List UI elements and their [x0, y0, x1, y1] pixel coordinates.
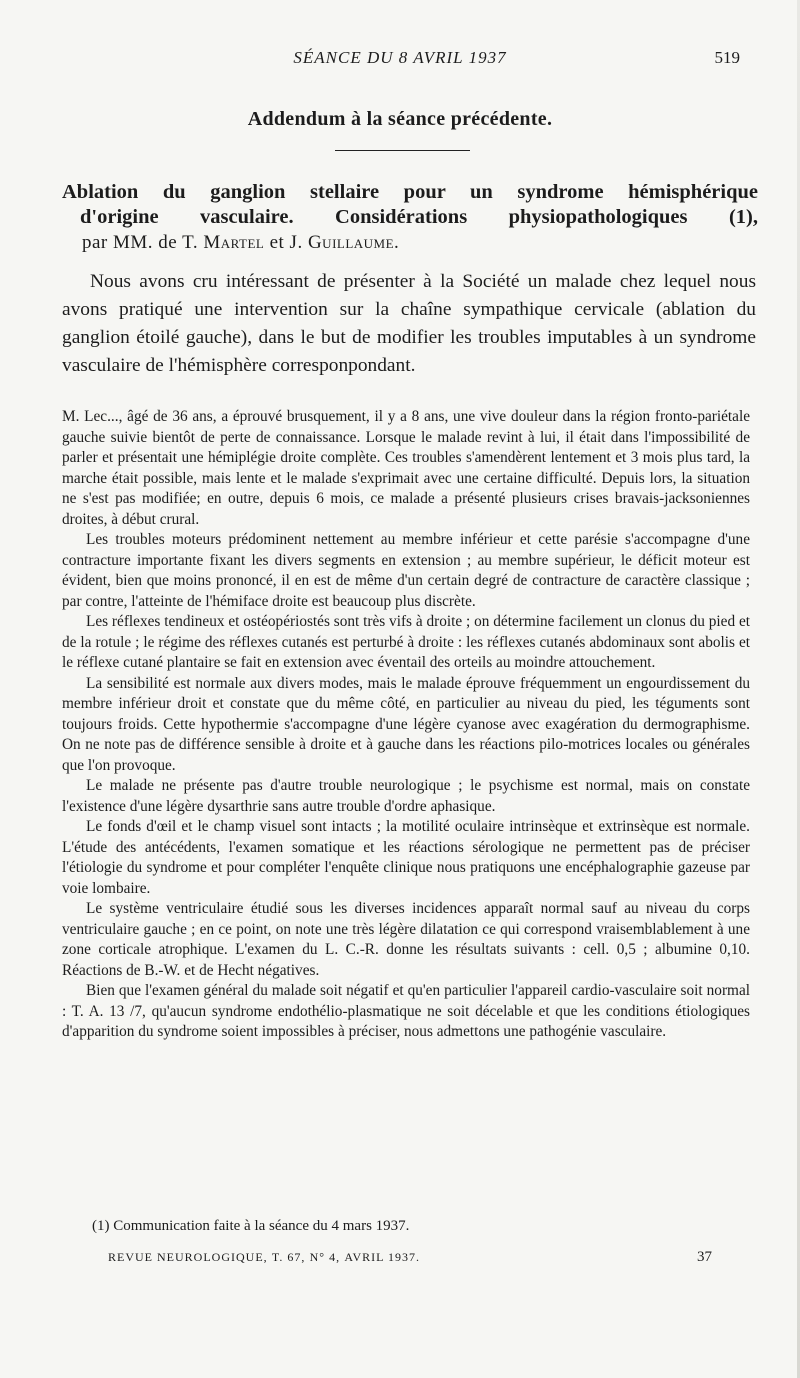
case-paragraph: M. Lec..., âgé de 36 ans, a éprouvé brusquement, il y a 8 ans, une vive douleur dans la région fronto-pariétale gauche suivie bientôt de perte de connaissance. Lorsque le malade revint à lui, il était dans l'impossibilité de parler et présentait une hémiplégie droite complète. Ces troubles s'amendèrent lentement et 3 mois plus tard, la marche était possible, mais lente et le malade s'exprimait avec une certaine difficulté. Depuis lors, la situation ne s'est pas modifiée; en outre, depuis 6 mois, ce malade a présenté plusieurs crises bravais-jacksoniennes droites, à début crural. [62, 408, 750, 528]
case-paragraph: Les réflexes tendineux et ostéopériostés sont très vifs à droite ; on détermine facilement un clonus du pied et de la rotule ; le régime des réflexes cutanés est perturbé à droite : les réflexes cutanés abdominaux sont abolis et le réflexe cutané plantaire se fait en extension avec éventail des orteils au moindre attouchement. [62, 613, 750, 671]
footnote: (1) Communication faite à la séance du 4 mars 1937. [92, 1218, 410, 1234]
author-guillaume: Guillaume. [307, 232, 400, 253]
intro-paragraph: Nous avons cru intéressant de présenter à la Société un malade chez lequel nous avons pratiqué une intervention sur la chaîne sympathique cervicale (ablation du ganglion étoilé gauche), dans le but de modifier les troubles imputables à un syndrome vasculaire de l'hémisphère corresponpondant. [62, 271, 756, 376]
running-header [60, 48, 740, 72]
journal-reference [108, 1249, 420, 1266]
authors-prefix: par MM. de T. [82, 232, 199, 253]
article-authors [62, 230, 758, 255]
case-report [62, 407, 750, 1043]
addendum-heading: Addendum à la séance précédente. [247, 108, 553, 130]
article-title-line-1: Ablation du ganglion stellaire pour un syndrome hémisphérique [62, 181, 758, 203]
article-title-line-2: d'origine vasculaire. Considérations physiopathologiques (1), [80, 206, 758, 228]
page-number: 519 [714, 48, 740, 67]
article-title [62, 180, 758, 255]
journal-numero: N° 4, [309, 1250, 341, 1264]
section-divider [335, 150, 470, 151]
case-paragraph: Le fonds d'œil et le champ visuel sont intacts ; la motilité oculaire intrinsèque et extrinsèque est normale. L'étude des antécédents, l'examen somatique et les réactions sérologique ne permettent pas de préciser l'étiologie du syndrome et pour compléter l'enquête clinique nous pratiquons une encéphalographie gazeuse par voie lombaire. [62, 818, 750, 897]
journal-date: AVRIL 1937. [344, 1250, 420, 1264]
journal-tome: T. 67, [271, 1250, 306, 1264]
page-footer [88, 1249, 712, 1271]
authors-and: et J. [269, 232, 303, 253]
author-martel: Martel [203, 232, 265, 253]
journal-name: REVUE NEUROLOGIQUE, [108, 1250, 268, 1264]
case-paragraph: Le malade ne présente pas d'autre trouble neurologique ; le psychisme est normal, mais on constate l'existence d'une légère dysarthrie sans autre trouble d'ordre aphasique. [62, 777, 750, 815]
running-title: SÉANCE DU 8 AVRIL 1937 [293, 48, 507, 67]
signature-mark: 37 [697, 1249, 712, 1265]
case-paragraph: Le système ventriculaire étudié sous les diverses incidences apparaît normal sauf au niveau du corps ventriculaire gauche ; en ce point, on note une très légère dilatation ce qui correspond vraisemblablement à une zone corticale atrophique. L'examen du L. C.-R. donne les résultats suivants : cell. 0,5 ; albumine 0,10. Réactions de B.-W. et de Hecht négatives. [62, 900, 750, 979]
case-paragraph: La sensibilité est normale aux divers modes, mais le malade éprouve fréquemment un engourdissement du membre inférieur droit et constate que du même côté, en particulier au niveau du pied, les téguments sont toujours froids. Cette hypothermie s'accompagne d'une légère cyanose avec exagération du dermographisme. On ne note pas de différence sensible à droite et à gauche dans les réactions pilo-motrices locales ou générales que l'on provoque. [62, 674, 750, 774]
case-paragraph: Bien que l'examen général du malade soit négatif et qu'en particulier l'appareil cardio-vasculaire soit normal : T. A. 13 /7, qu'aucun syndrome endothélio-plasmatique ne soit décelable et que les conditions étiologiques d'apparition du syndrome soient impossibles à préciser, nous admettons une pathogénie vasculaire. [62, 982, 750, 1040]
case-paragraph: Les troubles moteurs prédominent nettement au membre inférieur et cette parésie s'accompagne d'une contracture importante fixant les divers segments en extension ; au membre supérieur, le déficit moteur est évident, bien que moins prononcé, il en est de même d'un certain degré de contracture de caractère classique ; par contre, l'atteinte de l'hémiface droite est beaucoup plus discrète. [62, 531, 750, 610]
